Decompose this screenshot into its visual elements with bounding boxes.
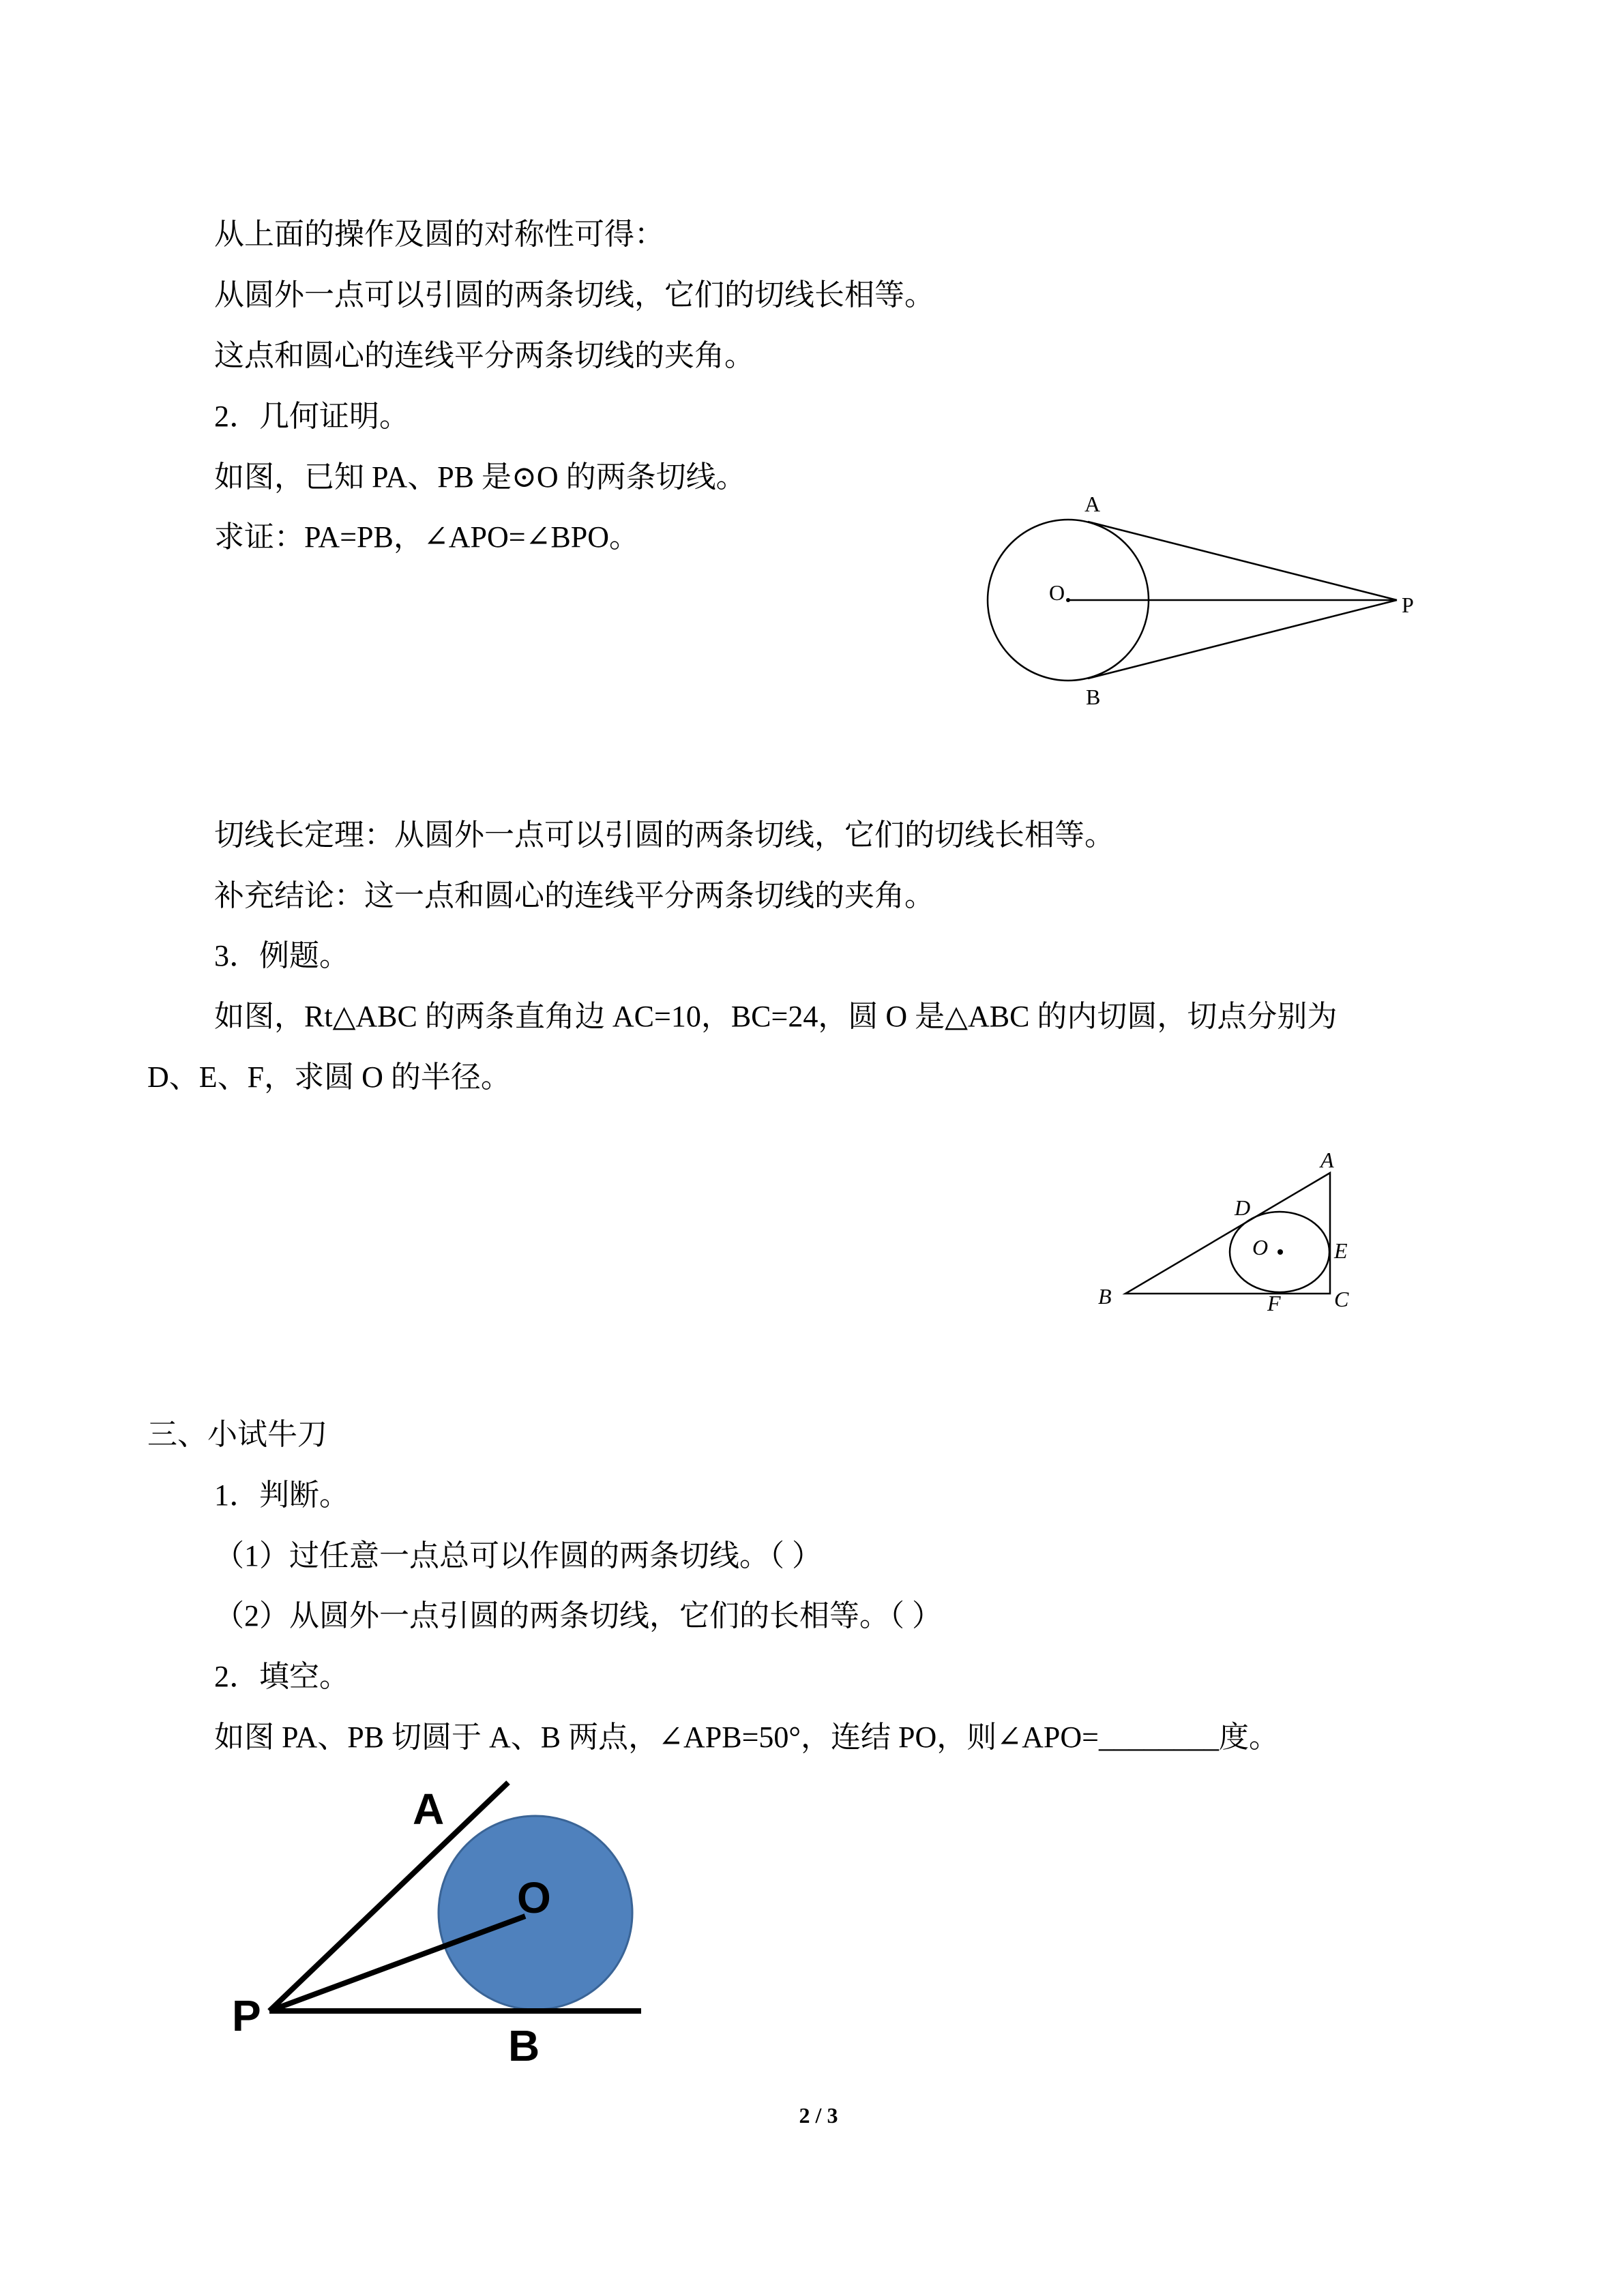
section-heading-example: 3．例题。 [214, 939, 349, 972]
figure-tangent-lines-from-point [982, 491, 1432, 716]
label-b: B [1098, 1284, 1112, 1309]
center-dot [1066, 598, 1070, 602]
label-b: B [1086, 685, 1101, 709]
label-p: P [1402, 593, 1414, 617]
label-p: P [232, 1991, 261, 2040]
label-a: A [1084, 492, 1101, 516]
text-line-6: 求证：PA=PB，∠APO=∠BPO。 [214, 520, 640, 554]
label-o: O [517, 1873, 551, 1922]
label-b: B [508, 2021, 540, 2070]
label-o: O [1049, 580, 1065, 605]
supplementary-conclusion: 补充结论：这一点和圆心的连线平分两条切线的夹角。 [214, 879, 934, 912]
text-line-5: 如图，已知 PA、PB 是⊙O 的两条切线。 [214, 460, 746, 494]
page-number: 2 / 3 [799, 2103, 838, 2128]
exercise-judge-2: （2）从圆外一点引圆的两条切线，它们的长相等。（ ） [214, 1599, 942, 1632]
example-problem-line-2: D、E、F，求圆 O 的半径。 [147, 1060, 511, 1094]
exercise-heading-judge: 1．判断。 [214, 1478, 349, 1512]
tangent-pa [1088, 522, 1397, 600]
label-a: A [413, 1785, 445, 1834]
figure-tangents-blue-circle [232, 1773, 668, 2073]
figure-incircle-right-triangle [1091, 1146, 1378, 1323]
exercise-judge-1: （1）过任意一点总可以作圆的两条切线。（ ） [214, 1539, 822, 1572]
exercise-heading-fill: 2．填空。 [214, 1660, 349, 1693]
text-line-3: 这点和圆心的连线平分两条切线的夹角。 [214, 339, 754, 372]
triangle-abc [1125, 1173, 1330, 1294]
label-c: C [1334, 1287, 1349, 1311]
section-heading-practice: 三、小试牛刀 [147, 1418, 327, 1451]
tangent-pb [1088, 600, 1397, 679]
incircle-center-dot [1278, 1249, 1283, 1255]
label-f: F [1267, 1291, 1281, 1315]
exercise-fill-question: 如图 PA、PB 切圆于 A、B 两点，∠APB=50°，连结 PO，则∠APO=________度。 [214, 1720, 1279, 1754]
example-problem-line-1: 如图，Rt△ABC 的两条直角边 AC=10，BC=24，圆 O 是△ABC 的内切圆，切点分别为 [214, 1000, 1338, 1033]
label-o: O [1252, 1235, 1269, 1259]
label-e: E [1334, 1238, 1348, 1263]
text-line-1: 从上面的操作及圆的对称性可得： [214, 218, 664, 251]
section-heading-geometric-proof: 2．几何证明。 [214, 400, 409, 433]
label-d: D [1235, 1195, 1251, 1220]
theorem-statement: 切线长定理：从圆外一点可以引圆的两条切线，它们的切线长相等。 [214, 818, 1114, 852]
label-a: A [1320, 1148, 1334, 1172]
text-line-2: 从圆外一点可以引圆的两条切线，它们的切线长相等。 [214, 278, 934, 312]
